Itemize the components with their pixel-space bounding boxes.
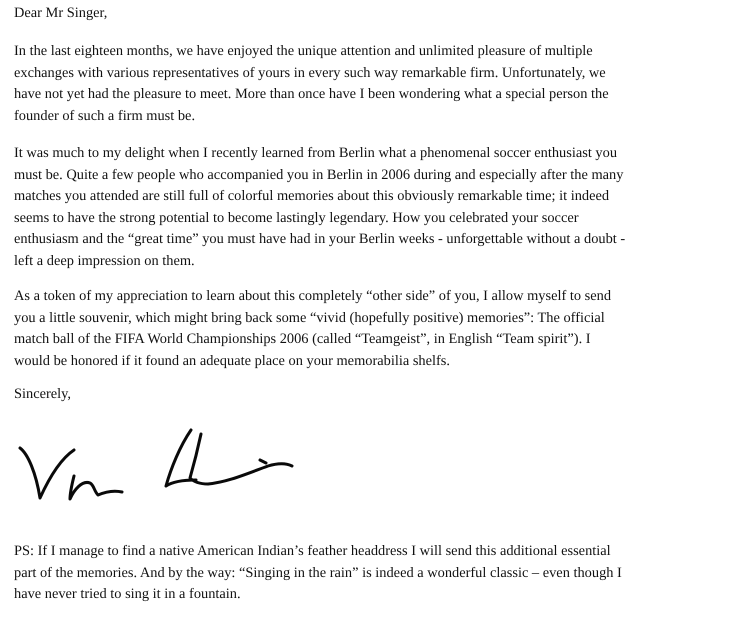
paragraph-1 <box>14 41 609 127</box>
postscript-line: have never tried to sing it in a fountain. <box>14 586 241 602</box>
paragraph-1-line: In the last eighteen months, we have enjoyed the unique attention and unlimited pleasure of multiple <box>14 43 593 59</box>
paragraph-1-line: exchanges with various representatives of yours in every such way remarkable firm. Unfortunately, we <box>14 64 606 81</box>
paragraph-2-line: enthusiasm and the “great time” you must have had in your Berlin weeks - unforgettable without a doubt - <box>14 231 626 247</box>
signature-stroke-1 <box>20 448 74 498</box>
paragraph-3-line: you a little souvenir, which might bring back some “vivid (hopefully positive) memories”: The official <box>14 309 605 326</box>
salutation-line: Dear Mr Singer, <box>14 5 108 21</box>
postscript-line: part of the memories. And by the way: “Singing in the rain” is indeed a wonderful classic – even though I <box>14 564 622 581</box>
paragraph-2 <box>14 143 625 272</box>
paragraph-3-line: As a token of my appreciation to learn about this completely “other side” of you, I allow myself to send <box>14 288 612 304</box>
closing-line: Sincerely, <box>14 386 72 402</box>
signature-stroke-4 <box>190 434 292 484</box>
paragraph-3 <box>14 286 611 372</box>
paragraph-1-line: founder of such a firm must be. <box>14 107 196 124</box>
postscript-line: PS: If I manage to find a native American Indian’s feather headdress I will send this additional essential <box>14 543 611 559</box>
handwritten-signature <box>10 418 310 514</box>
paragraph-2-line: matches you attended are still full of colorful memories about this obviously remarkable time; it indeed <box>14 188 610 204</box>
postscript <box>14 541 622 606</box>
signature-stroke-5 <box>260 460 266 463</box>
paragraph-2-line: left a deep impression on them. <box>14 252 195 269</box>
salutation <box>14 3 107 25</box>
paragraph-2-line: It was much to my delight when I recently learned from Berlin what a phenomenal soccer enthusiast you <box>14 145 618 161</box>
paragraph-2-line: seems to have the strong potential to become lastingly legendary. How you celebrated your soccer <box>14 209 579 226</box>
paragraph-2-line: must be. Quite a few people who accompanied you in Berlin in 2006 during and especially after the many <box>14 166 624 183</box>
closing <box>14 384 71 406</box>
paragraph-1-line: have not yet had the pleasure to meet. More than once have I been wondering what a special person the <box>14 86 609 102</box>
paragraph-3-line: would be honored if it found an adequate place on your memorabilia shelfs. <box>14 352 450 369</box>
signature-stroke-2 <box>70 476 122 499</box>
paragraph-3-line: match ball of the FIFA World Championships 2006 (called “Teamgeist”, in English “Team spirit”). I <box>14 331 591 347</box>
